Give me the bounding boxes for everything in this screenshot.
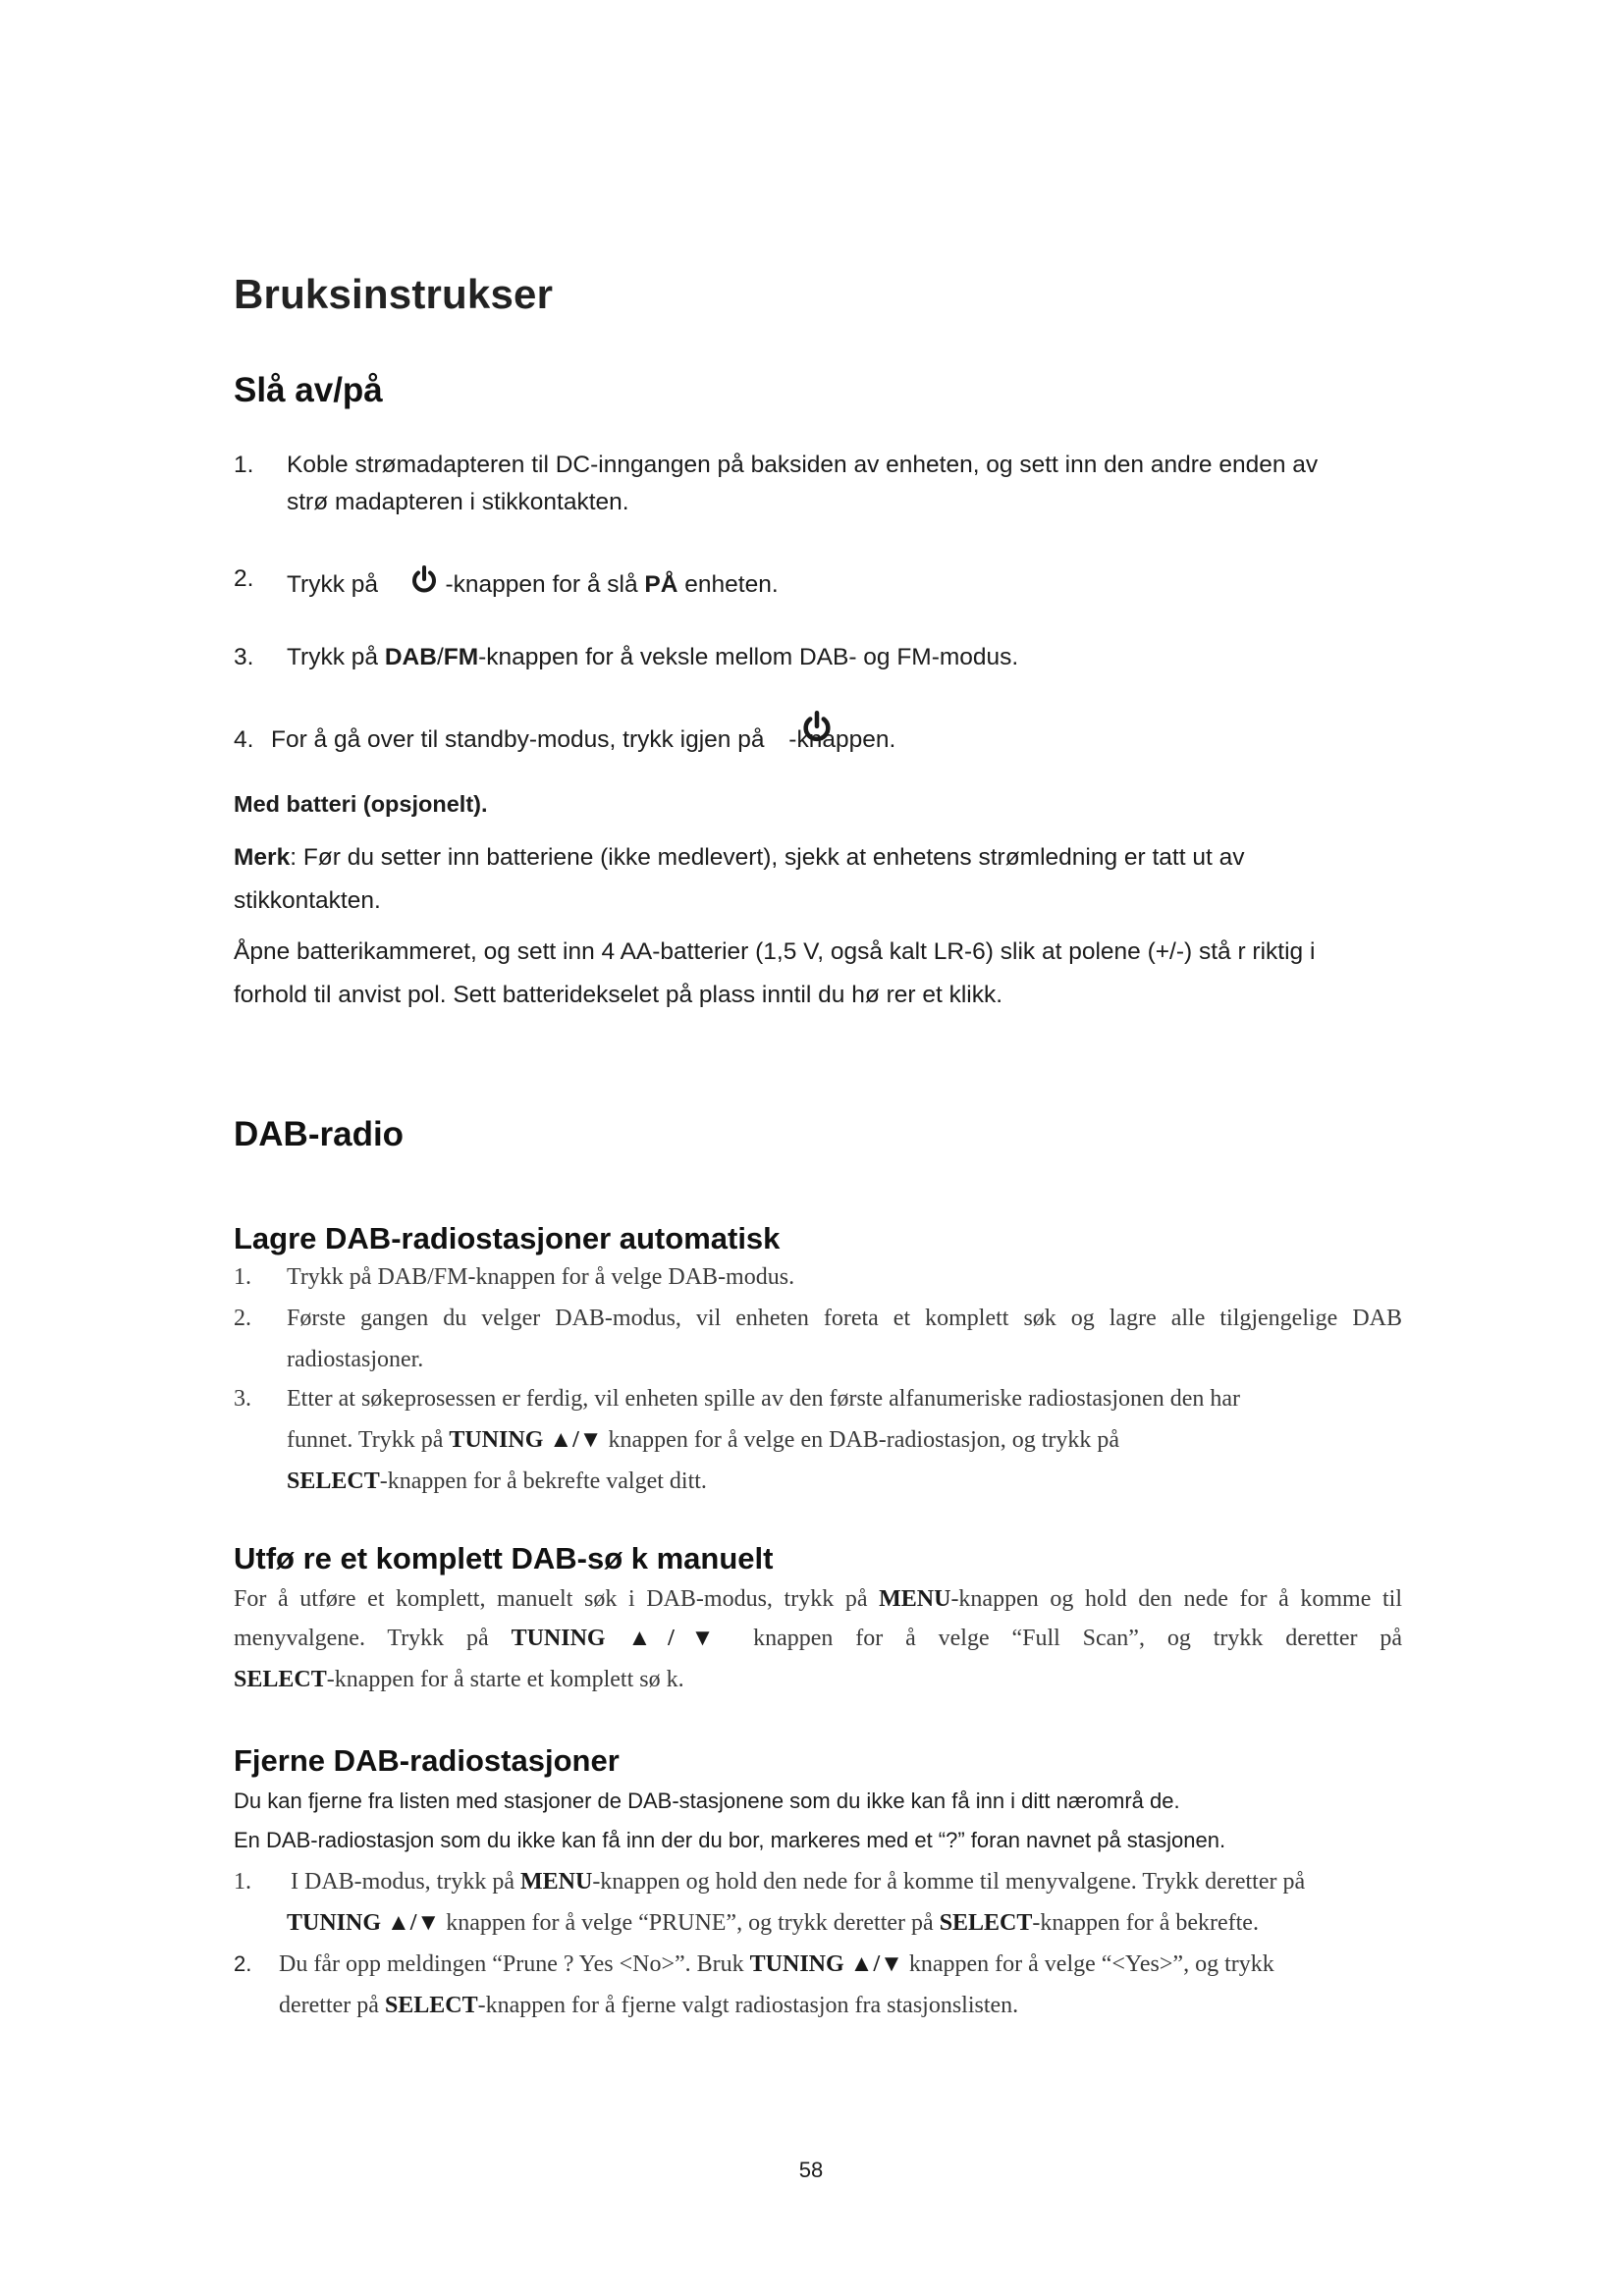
list-item-text: -knappen for å veksle mellom DAB- og FM-modus.	[478, 644, 1019, 670]
section-heading-power: Slå av/på	[234, 371, 383, 409]
list-item-bold: SELECT	[287, 1468, 380, 1494]
paragraph-bold: MENU	[879, 1586, 951, 1612]
list-item-bold: MENU	[519, 1869, 593, 1895]
list-item-text: Trykk på	[287, 644, 379, 670]
list-item-text: strø madapteren i stikkontakten.	[287, 489, 629, 515]
note-label: Merk	[234, 844, 291, 871]
list-item-line	[279, 1951, 1274, 1978]
subsection-heading: Utfø re et komplett DAB-sø k manuelt	[234, 1541, 774, 1575]
intro-line: En DAB-radiostasjon som du ikke kan få inn der du bor, markeres med et “?” foran navnet på stasjonen.	[234, 1828, 1226, 1852]
list-item-bold: PÅ	[644, 571, 678, 598]
list-item-text: enheten.	[684, 571, 779, 598]
list-item-line	[291, 1869, 1305, 1896]
intro-line: Du kan fjerne fra listen med stasjoner de DAB-stasjonene som du ikke kan få inn i ditt nærområ de.	[234, 1789, 1180, 1813]
list-number: 3.	[234, 1386, 251, 1412]
note-text: : Før du setter inn batteriene (ikke medlevert), sjekk at enhetens strømledning er tatt ut av	[290, 844, 1245, 871]
paragraph-text: -knappen og hold den nede for å komme til	[950, 1586, 1402, 1612]
list-number: 4.	[234, 726, 254, 753]
list-item-line	[279, 1993, 1018, 2019]
list-item-bold: TUNING ▲/▼	[449, 1427, 603, 1453]
list-item-text: -knappen.	[788, 726, 896, 753]
list-number: 1.	[234, 1869, 251, 1895]
list-item-line	[287, 1427, 1119, 1454]
list-item-text: -knappen for å fjerne valgt radiostasjon fra stasjonslisten.	[477, 1993, 1019, 2018]
list-item-line	[287, 1468, 707, 1495]
list-item-bold: SELECT	[384, 1993, 478, 2018]
note-text: stikkontakten.	[234, 887, 381, 914]
paragraph-text: -knappen for å starte et komplett sø k.	[326, 1667, 684, 1692]
paragraph-line: forhold til anvist pol. Sett batteridekselet på plass inntil du hø rer et klikk.	[234, 982, 1003, 1008]
list-item-text: For å gå over til standby-modus, trykk igjen på	[271, 726, 765, 753]
list-item-text: Koble strømadapteren til DC-inngangen på baksiden av enheten, og sett inn den andre enden av	[287, 452, 1319, 478]
list-number: 3.	[234, 644, 254, 670]
paragraph-text: menyvalgene. Trykk på	[234, 1626, 489, 1651]
list-item-bold: DAB	[384, 644, 437, 670]
list-item-line	[287, 1910, 1259, 1937]
section-heading-dab: DAB-radio	[234, 1115, 405, 1153]
note-line	[234, 844, 1244, 872]
list-number: 2.	[234, 1306, 251, 1331]
paragraph-text: knappen for å velge “Full Scan”, og trykk deretter på	[753, 1626, 1403, 1651]
paragraph-line: Åpne batterikammeret, og sett inn 4 AA-batterier (1,5 V, også kalt LR-6) slik at polene (+/-) stå r riktig i	[234, 938, 1316, 965]
list-item-bold: FM	[443, 644, 479, 670]
list-item-text: knappen for å velge “PRUNE”, og trykk deretter på	[446, 1910, 934, 1936]
battery-heading: Med batteri (opsjonelt).	[234, 791, 488, 817]
list-item-text: -knappen for å slå	[445, 571, 638, 598]
list-item-text: Etter at søkeprosessen er ferdig, vil enheten spille av den første alfanumeriske radiostasjonen den har	[287, 1386, 1240, 1412]
list-item-bold: TUNING ▲/▼	[749, 1951, 903, 1977]
list-item-bold: TUNING ▲/▼	[287, 1910, 441, 1936]
paragraph-bold: SELECT	[234, 1667, 327, 1692]
subsection-heading: Lagre DAB-radiostasjoner automatisk	[234, 1221, 781, 1255]
list-item-text: I DAB-modus, trykk på	[291, 1869, 514, 1895]
list-item	[287, 565, 779, 599]
paragraph-line	[234, 1626, 1402, 1652]
list-item-text: -knappen og hold den nede for å komme til menyvalgene. Trykk deretter på	[592, 1869, 1306, 1895]
list-item-text: -knappen for å bekrefte valget ditt.	[379, 1468, 707, 1494]
paragraph-text: For å utføre et komplett, manuelt søk i DAB-modus, trykk på	[234, 1586, 868, 1612]
power-icon	[800, 711, 834, 744]
list-item-text: deretter på	[279, 1993, 379, 2018]
list-item-text: -knappen for å bekrefte.	[1032, 1910, 1259, 1936]
list-number: 1.	[234, 1264, 251, 1290]
list-item-text: /	[436, 644, 444, 670]
paragraph-line	[234, 1586, 1402, 1613]
list-item-text: Du får opp meldingen “Prune ? Yes <No>”. Bruk	[279, 1951, 744, 1977]
paragraph-line	[234, 1667, 684, 1693]
list-item-text: knappen for å velge en DAB-radiostasjon, og trykk på	[608, 1427, 1120, 1453]
list-item-text: Første gangen du velger DAB-modus, vil enheten foreta et komplett søk og lagre alle tilgjengelige DAB	[287, 1306, 1402, 1331]
list-number: 2.	[234, 565, 254, 592]
list-item-bold: SELECT	[939, 1910, 1033, 1936]
list-number: 2.	[234, 1951, 252, 1976]
list-number: 1.	[234, 452, 254, 478]
list-item	[271, 726, 895, 754]
subsection-heading: Fjerne DAB-radiostasjoner	[234, 1743, 620, 1778]
power-icon	[409, 565, 439, 595]
list-item-text: Trykk på	[287, 571, 379, 598]
list-item	[287, 644, 1018, 671]
page-title: Bruksinstrukser	[234, 271, 554, 317]
list-item-text: knappen for å velge “<Yes>”, og trykk	[908, 1951, 1274, 1977]
list-item-text: radiostasjoner.	[287, 1347, 424, 1372]
paragraph-bold: TUNING ▲/▼	[511, 1626, 731, 1651]
list-item-text: Trykk på DAB/FM-knappen for å velge DAB-modus.	[287, 1264, 795, 1290]
page-number: 58	[798, 2158, 824, 2182]
list-item-text: funnet. Trykk på	[287, 1427, 444, 1453]
